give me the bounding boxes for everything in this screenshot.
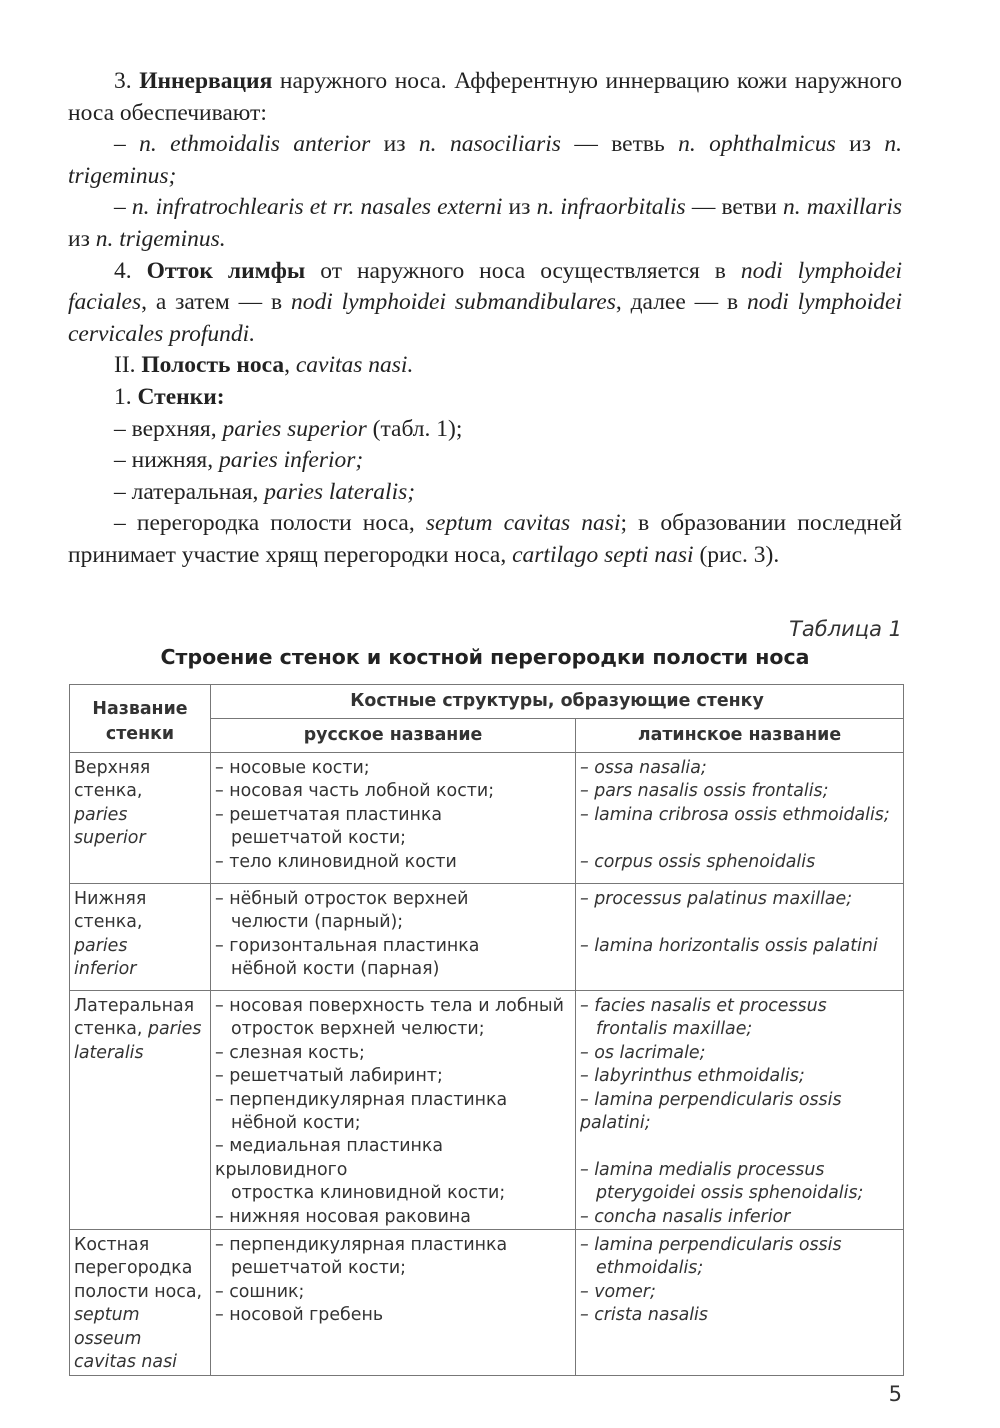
table-list-item: – перпендикулярная пластинка (215, 1235, 508, 1256)
paragraph-walls: 1. Стенки: (114, 383, 225, 410)
table-list-item: отросток верхней челюсти; (231, 1019, 485, 1040)
header-latin-name: латинское название (576, 719, 904, 753)
russian-name-cell (211, 753, 576, 884)
table-list-item: – facies nasalis et processus (580, 996, 827, 1016)
latin-name-cell (576, 991, 904, 1230)
body-text (68, 66, 902, 572)
table-list-item: – crista nasalis (580, 1305, 708, 1326)
paragraph-innervation: 3. Иннервация наружного носа. Афферентную иннервацию кожи наружного носа обеспечивают: (68, 68, 902, 126)
header-bone-structures: Костные структуры, образующие стенку (211, 685, 904, 719)
wall-name-cell: Верхняя стенка, paries superior (70, 753, 211, 884)
table-list-item: – горизонтальная пластинка (215, 935, 480, 956)
russian-name-cell (211, 1230, 576, 1375)
table-list-item: – носовой гребень (215, 1305, 384, 1326)
table-list-item (580, 958, 901, 981)
table-list-item (580, 911, 901, 934)
list-item-lateral: – латеральная, paries lateralis; (114, 478, 416, 505)
header-russian-name: русское название (211, 719, 576, 753)
table-body (70, 753, 904, 1376)
table-list-item: – решетчатый лабиринт; (215, 1066, 443, 1087)
paragraph-ethmoidalis: – n. ethmoidalis anterior из n. nasociliaris — ветвь n. ophthalmicus из n. trigeminus; (68, 131, 903, 189)
list-item-septum: – перегородка полости носа, septum cavitas nasi; в образовании последней принимает участие хрящ перегородки носа, cartilago septi nasi (рис. 3). (68, 510, 902, 568)
wall-name-cell: Латеральная стенка, paries lateralis (70, 991, 211, 1230)
latin-name-cell (576, 753, 904, 884)
table-list-item: – тело клиновидной кости (215, 851, 457, 872)
list-item-superior: – верхняя, paries superior (табл. 1); (114, 415, 463, 442)
table-list-item: нёбной кости (парная) (231, 959, 440, 980)
table-list-item: – labyrinthus ethmoidalis; (580, 1066, 805, 1087)
table-list-item: отростка клиновидной кости; (231, 1183, 506, 1204)
table-list-item (580, 1135, 901, 1158)
table-list-item: – перпендикулярная пластинка (215, 1089, 508, 1110)
table-list-item: – concha nasalis inferior (580, 1206, 791, 1227)
table-list-item: – lamina cribrosa ossis ethmoidalis; (580, 804, 890, 825)
table-list-item: – носовая часть лобной кости; (215, 781, 495, 802)
table-list-item: – ossa nasalia; (580, 758, 707, 778)
table-list-item: – сошник; (215, 1281, 305, 1302)
wall-name-cell: Нижняя стенка, paries inferior (70, 884, 211, 991)
table-list-item (580, 827, 901, 850)
table-list-item: – os lacrimale; (580, 1042, 706, 1063)
table-list-item: – lamina horizontalis ossis palatini (580, 935, 878, 956)
table-list-item: – vomer; (580, 1281, 656, 1302)
wall-name-cell: Костная перегородка полости носа, septum osseum cavitas nasi (70, 1230, 211, 1375)
table-list-item: нёбной кости; (231, 1113, 361, 1134)
table-list-item: pterygoidei ossis sphenoidalis; (596, 1183, 864, 1204)
paragraph-nasal-cavity: II. Полость носа, cavitas nasi. (114, 352, 414, 379)
table-row (70, 753, 904, 884)
russian-name-cell (211, 884, 576, 991)
page-number: 5 (888, 1382, 902, 1406)
table-list-item: – lamina medialis processus (580, 1159, 825, 1180)
table-list-item: решетчатой кости; (231, 1258, 407, 1279)
table-list-item: – слезная кость; (215, 1042, 365, 1063)
paragraph-infratrochlearis: – n. infratrochlearis et rr. nasales externi из n. infraorbitalis — ветви n. maxillaris из n. trigeminus. (68, 194, 903, 252)
table-list-item: – corpus ossis sphenoidalis (580, 851, 816, 872)
table-row (70, 884, 904, 991)
table-list-item: – processus palatinus maxillae; (580, 889, 853, 909)
table-list-item: – решетчатая пластинка (215, 804, 443, 825)
header-wall-name: Название стенки (70, 685, 211, 753)
table-list-item: – носовые кости; (215, 758, 370, 778)
table-list-item: – нёбный отросток верхней (215, 889, 469, 909)
table-list-item: челюсти (парный); (231, 912, 404, 933)
table-list-item: решетчатой кости; (231, 828, 407, 849)
table-list-item: frontalis maxillae; (596, 1019, 753, 1040)
paragraph-lymph: 4. Отток лимфы от наружного носа осуществляется в nodi lymphoidei faciales, а затем — в nodi lymphoidei submandibulares, далее — в nodi lymphoidei cervicales profundi. (68, 257, 903, 347)
table-row (70, 991, 904, 1230)
table-list-item: – lamina perpendicularis ossis palatini; (580, 1089, 842, 1134)
table-list-item: – pars nasalis ossis frontalis; (580, 781, 829, 802)
table-list-item: – нижняя носовая раковина (215, 1206, 471, 1227)
structure-table (69, 684, 904, 1376)
list-item-inferior: – нижняя, paries inferior; (114, 447, 364, 474)
table-list-item: – носовая поверхность тела и лобный (215, 996, 564, 1016)
table-list-item: – медиальная пластинка крыловидного (215, 1136, 444, 1180)
table-row (70, 1230, 904, 1375)
table-title: Строение стенок и костной перегородки полости носа (160, 645, 810, 669)
russian-name-cell (211, 991, 576, 1230)
latin-name-cell (576, 1230, 904, 1375)
table-list-item: ethmoidalis; (596, 1258, 704, 1279)
latin-name-cell (576, 884, 904, 991)
table-number: Таблица 1 (789, 617, 902, 641)
table-list-item: – lamina perpendicularis ossis (580, 1235, 842, 1256)
